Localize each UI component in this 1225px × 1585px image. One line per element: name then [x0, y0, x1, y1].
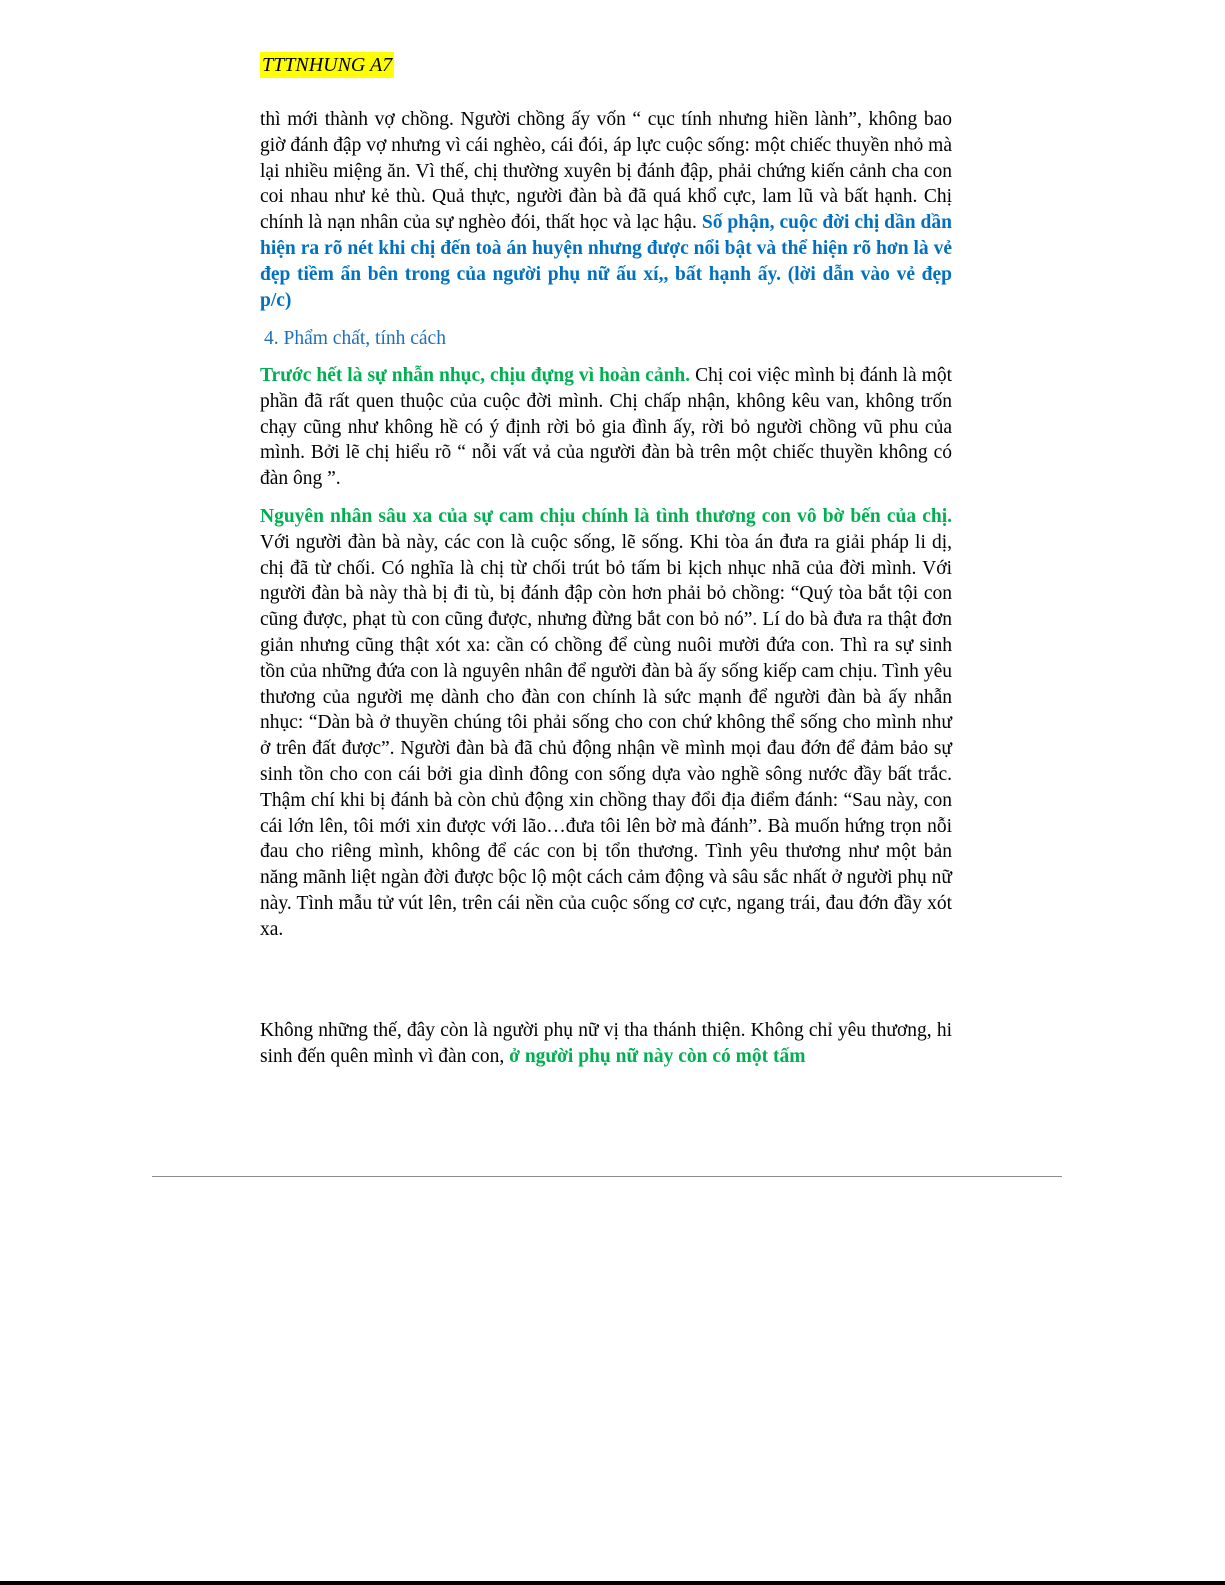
paragraph-1: [260, 107, 952, 313]
paragraph-4-text: Không những thế, đây còn là người phụ nữ vị tha thánh thiện. Không chỉ yêu thương, hi sinh đến quên mình vì đàn con,: [260, 1020, 952, 1067]
page-separator-line: [152, 1176, 1062, 1177]
header-label: TTTNHUNG A7: [262, 54, 393, 76]
bottom-edge-bar: [0, 1581, 1225, 1585]
paragraph-4-highlight: ở người phụ nữ này còn có một tấm: [509, 1045, 806, 1067]
paragraph-3-lead: Nguyên nhân sâu xa của sự cam chịu chính là tình thương con vô bờ bến của chị.: [260, 506, 952, 527]
paragraph-1-highlight: Số phận, cuộc đời chị dần dần hiện ra rõ nét khi chị đến toà án huyện nhưng được nổi bật và thể hiện rõ hơn là vẻ đẹp tiềm ẩn bên trong của người phụ nữ ấu xí,, bất hạnh ấy. (lời dẫn vào vẻ đẹp p/c): [260, 212, 952, 311]
paragraph-1-text: thì mới thành vợ chồng. Người chồng ấy vốn “ cục tính nhưng hiền lành”, không bao giờ đánh đập vợ nhưng vì cái nghèo, cái đói, áp lực cuộc sống: một chiếc thuyền nhỏ mà lại nhiều miệng ăn. Vì thế, chị thường xuyên bị đánh đập, phải chứng kiến cảnh cha con coi nhau như kẻ thù. Quả thực, người đàn bà đã quá khổ cực, lam lũ và bất hạnh. Chị chính là nạn nhân của sự nghèo đói, thất học và lạc hậu.: [260, 109, 952, 234]
paragraph-3: [260, 504, 952, 943]
paragraph-4: [260, 1018, 952, 1070]
paragraph-2: [260, 363, 952, 492]
paragraph-2-lead: Trước hết là sự nhẫn nhục, chịu đựng vì hoàn cảnh.: [260, 365, 691, 386]
paragraph-2-text: Chị coi việc mình bị đánh là một phần đã rất quen thuộc của cuộc đời mình. Chị chấp nhận, không kêu van, không trốn chạy cũng như không hề có ý định rời bỏ gia đình ấy, rời bỏ người chồng vũ phu của mình. Bởi lẽ chị hiểu rõ “ nỗi vất vả của người đàn bà trên một chiếc thuyền không có đàn ông ”.: [260, 365, 952, 490]
section-heading: 4. Phẩm chất, tính cách: [264, 328, 446, 349]
paragraph-3-text: Với người đàn bà này, các con là cuộc sống, lẽ sống. Khi tòa án đưa ra giải pháp li dị, chị đã từ chối. Có nghĩa là chị từ chối trút bỏ tấm bi kịch nhục nhã của đời mình. Với người đàn bà này thà bị đi tù, bị đánh đập còn hơn phải bỏ chồng: “Quý tòa bắt tội con cũng được, phạt tù con cũng được, nhưng đừng bắt con bỏ nó”. Lí do bà đưa ra thật đơn giản nhưng cũng thật xót xa: cần có chồng để cùng nuôi mười đứa con. Thì ra sự sinh tồn của những đứa con là nguyên nhân để người đàn bà ấy sống kiếp cam chịu. Tình yêu thương của người mẹ dành cho đàn con chính là sức mạnh để người đàn bà ấy nhẫn nhục: “Dàn bà ở thuyền chúng tôi phải sống cho con chứ không thể sống cho mình như ở trên đất được”. Người đàn bà đã chủ động nhận về mình mọi đau đớn để đảm bảo sự sinh tồn cho con cái bởi gia dình đông con sống dựa vào nghề sông nước đầy bất trắc. Thậm chí khi bị đánh bà còn chủ động xin chồng thay đổi địa điểm đánh: “Sau này, con cái lớn lên, tôi mới xin được với lão…đưa tôi lên bờ mà đánh”. Bà muốn hứng trọn nỗi đau cho riêng mình, không để các con bị tổn thương. Tình yêu thương như một bản năng mãnh liệt ngàn đời được bộc lộ một cách cảm động và sâu sắc nhất ở người phụ nữ này. Tình mẫu tử vút lên, trên cái nền của cuộc sống cơ cực, ngang trái, đau đớn đầy xót xa.: [260, 531, 952, 940]
